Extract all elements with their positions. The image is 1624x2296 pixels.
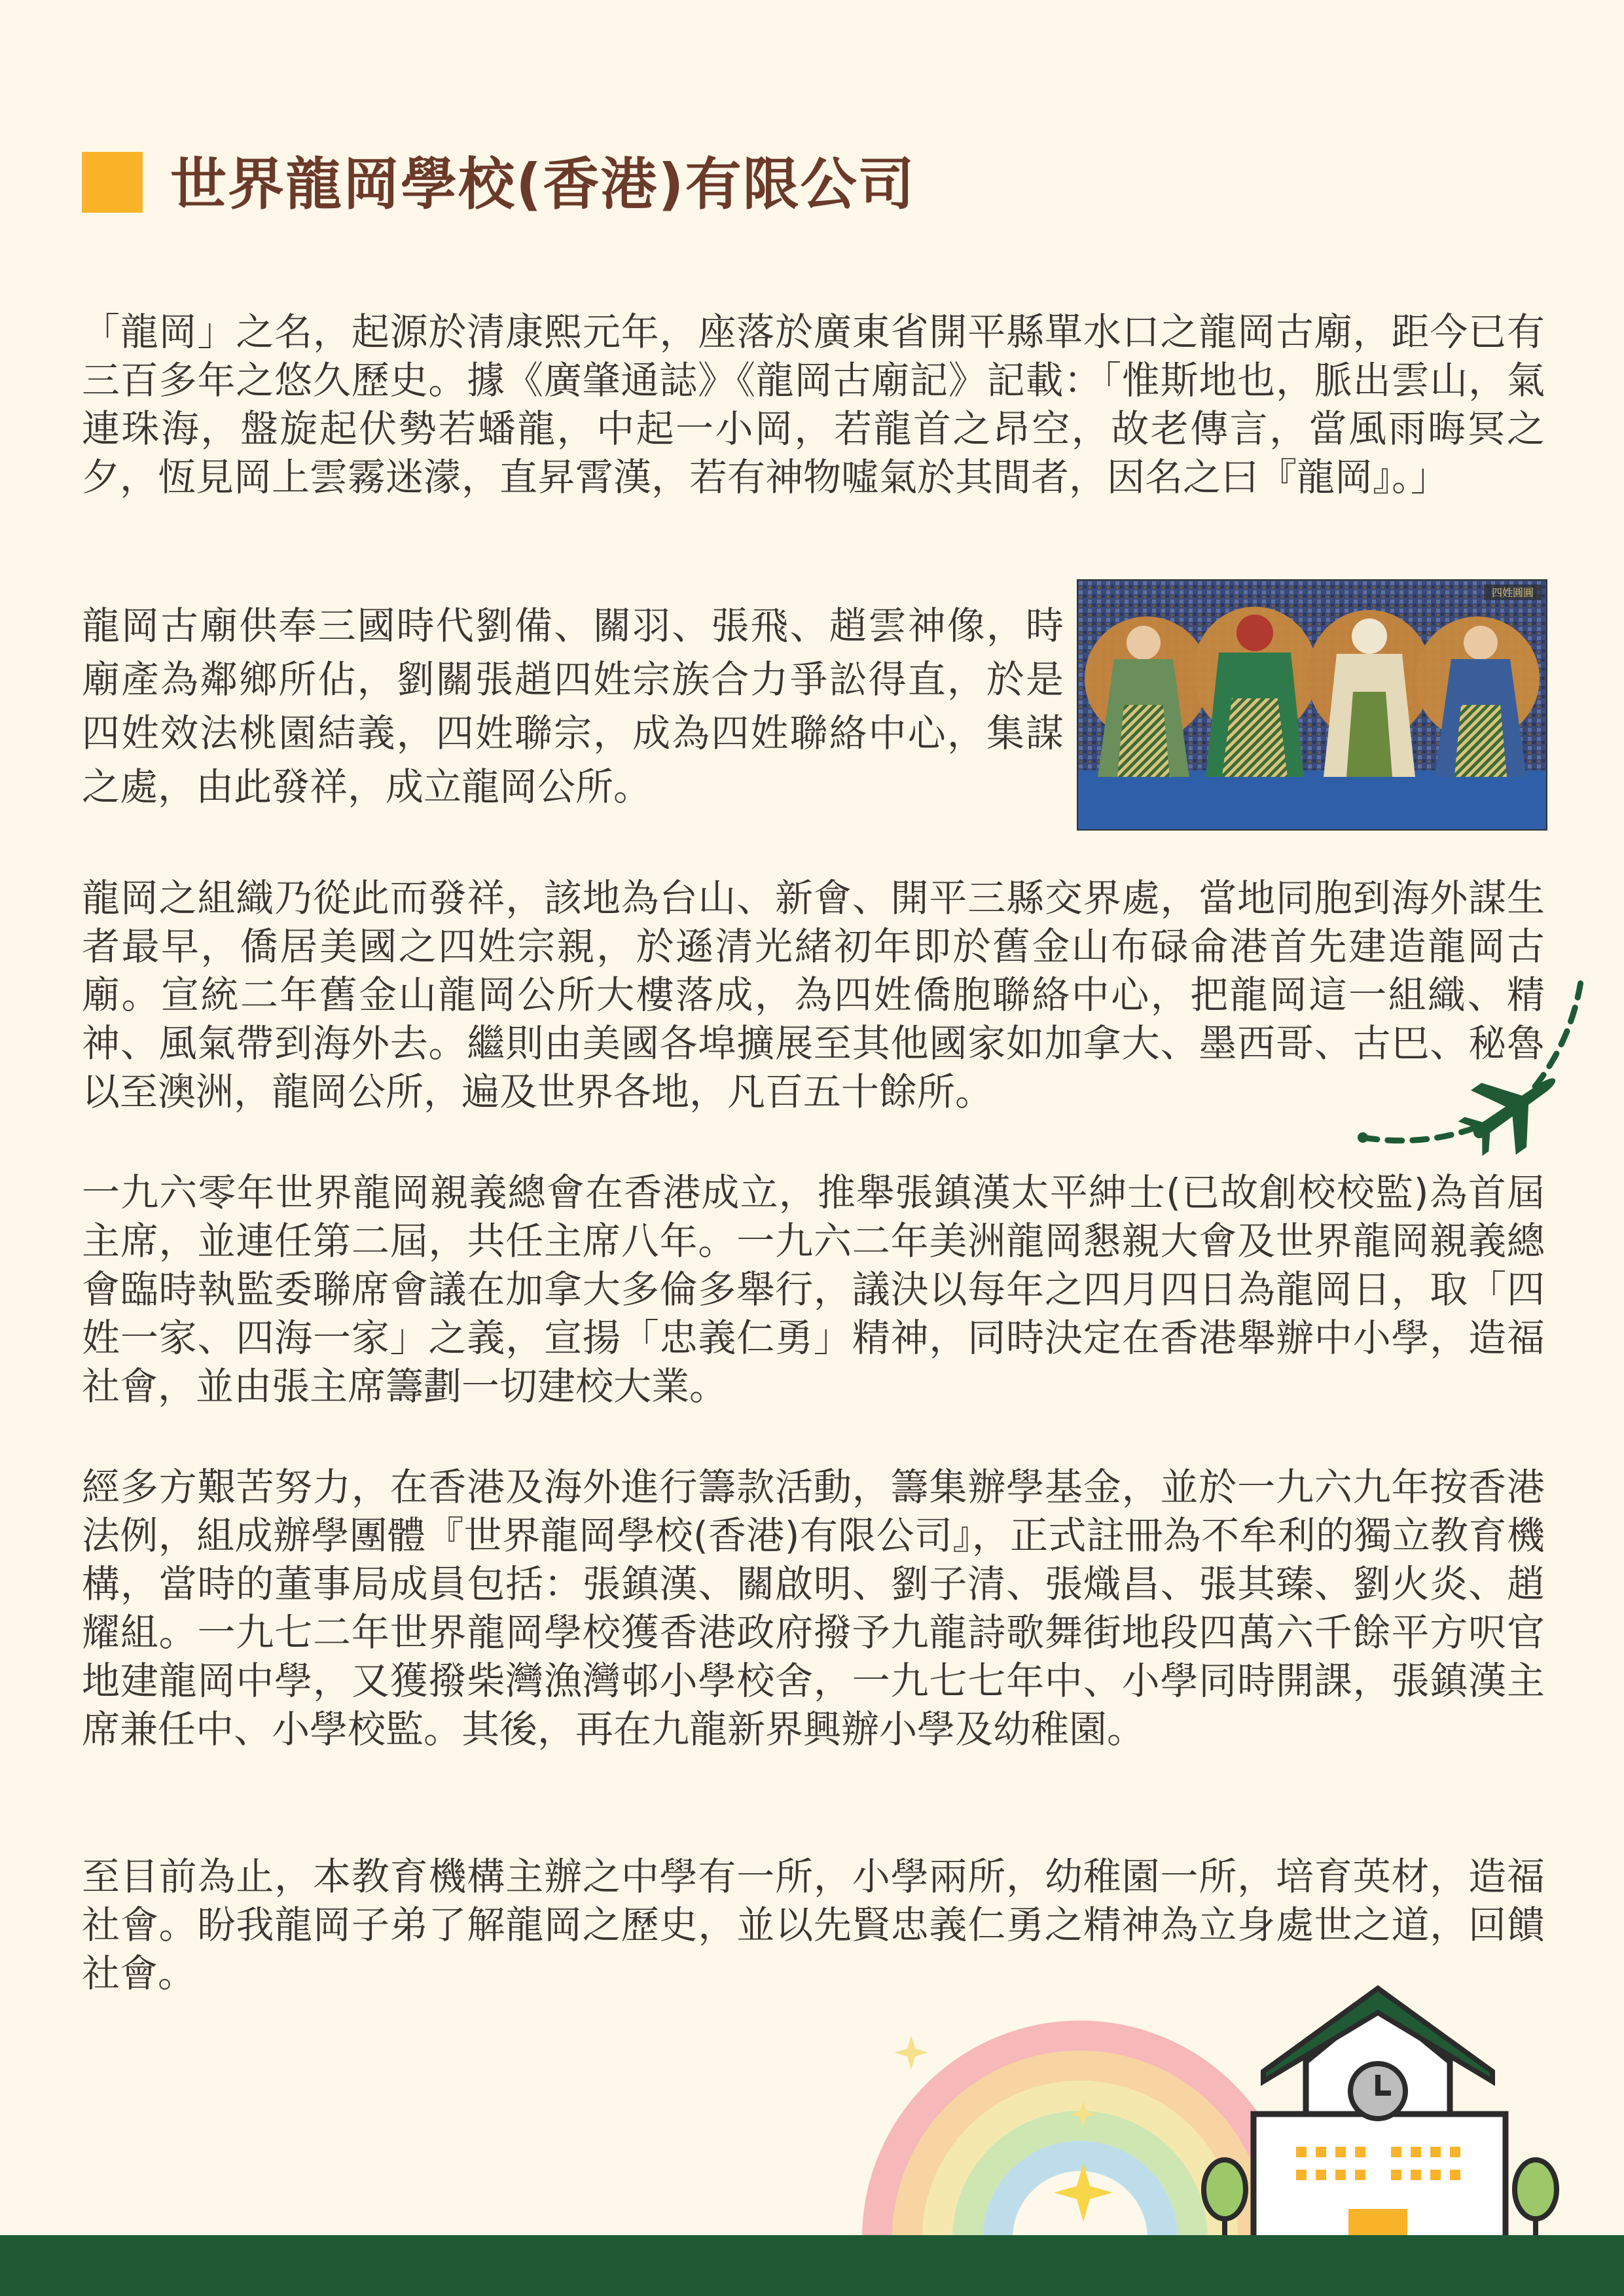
temple-mural-image (1077, 579, 1547, 831)
mural-caption: 四姓圓圓 (1491, 586, 1534, 599)
tree-icon (1204, 2160, 1246, 2245)
paragraph-origin: 「龍岡」之名，起源於清康熙元年，座落於廣東省開平縣單水口之龍岡古廟，距今已有三百多年之悠久歷史。據《廣肇通誌》《龍岡古廟記》記載：「惟斯地也，脈出雲山，氣連珠海，盤旋起伏勢若蟠龍，中起一小岡，若龍首之昂空，故老傳言，當風雨晦冥之夕，恆見岡上雲霧迷濛，直昇霄漢，若有神物噓氣於其間者，因名之曰『龍岡』。」 (82, 310, 1545, 499)
airplane-icon (1448, 1047, 1578, 1171)
tree-icon (1515, 2160, 1557, 2245)
school-building-icon (1191, 1983, 1564, 2258)
paragraph-association: 一九六零年世界龍岡親義總會在香港成立，推舉張鎮漢太平紳士(已故創校校監)為首屆主席，並連任第二屆，共任主席八年。一九六二年美洲龍岡懇親大會及世界龍岡親義總會臨時執監委聯席會議在加拿大多倫多舉行，議決以每年之四月四日為龍岡日，取「四姓一家、四海一家」之義，宣揚「忠義仁勇」精神，同時決定在香港舉辦中小學，造福社會，並由張主席籌劃一切建校大業。 (82, 1170, 1545, 1408)
page-title: 世界龍岡學校(香港)有限公司 (170, 152, 916, 217)
paragraph-present: 至目前為止，本教育機構主辦之中學有一所，小學兩所，幼稚園一所，培育英材，造福社會。盼我龍岡子弟了解龍岡之歷史，並以先賢忠義仁勇之精神為立身處世之道，回饋社會。 (82, 1854, 1545, 1996)
clock-icon (1350, 2064, 1405, 2119)
paragraph-temple: 龍岡古廟供奉三國時代劉備、關羽、張飛、趙雲神像，時廟產為鄰鄉所佔，劉關張趙四姓宗族合力爭訟得直，於是四姓效法桃園結義，四姓聯宗，成為四姓聯絡中心，集謀之處，由此發祥，成立龍岡公所。 (82, 603, 1064, 809)
airplane-flight-path (1355, 969, 1591, 1172)
title-accent-square (82, 152, 143, 213)
paragraph-founding: 經多方艱苦努力，在香港及海外進行籌款活動，籌集辦學基金，並於一九六九年按香港法例，組成辦學團體『世界龍岡學校(香港)有限公司』，正式註冊為不牟利的獨立教育機構，當時的董事局成員包括：張鎮漢、關啟明、劉子清、張熾昌、張其臻、劉火炎、趙耀組。一九七二年世界龍岡學校獲香港政府撥予九龍詩歌舞街地段四萬六千餘平方呎官地建龍岡中學，又獲撥柴灣漁灣邨小學校舍，一九七七年中、小學同時開課，張鎮漢主席兼任中、小學校監。其後，再在九龍新界興辦小學及幼稚園。 (82, 1465, 1545, 1751)
footer-bar (0, 2235, 1624, 2296)
paragraph-organization: 龍岡之組織乃從此而發祥，該地為台山、新會、開平三縣交界處，當地同胞到海外謀生者最早，僑居美國之四姓宗親，於遜清光緒初年即於舊金山布碌侖港首先建造龍岡古廟。宣統二年舊金山龍岡公所大樓落成，為四姓僑胞聯絡中心，把龍岡這一組織、精神、風氣帶到海外去。繼則由美國各埠擴展至其他國家如加拿大、墨西哥、古巴、秘魯以至澳洲，龍岡公所，遍及世界各地，凡百五十餘所。 (82, 876, 1545, 1114)
